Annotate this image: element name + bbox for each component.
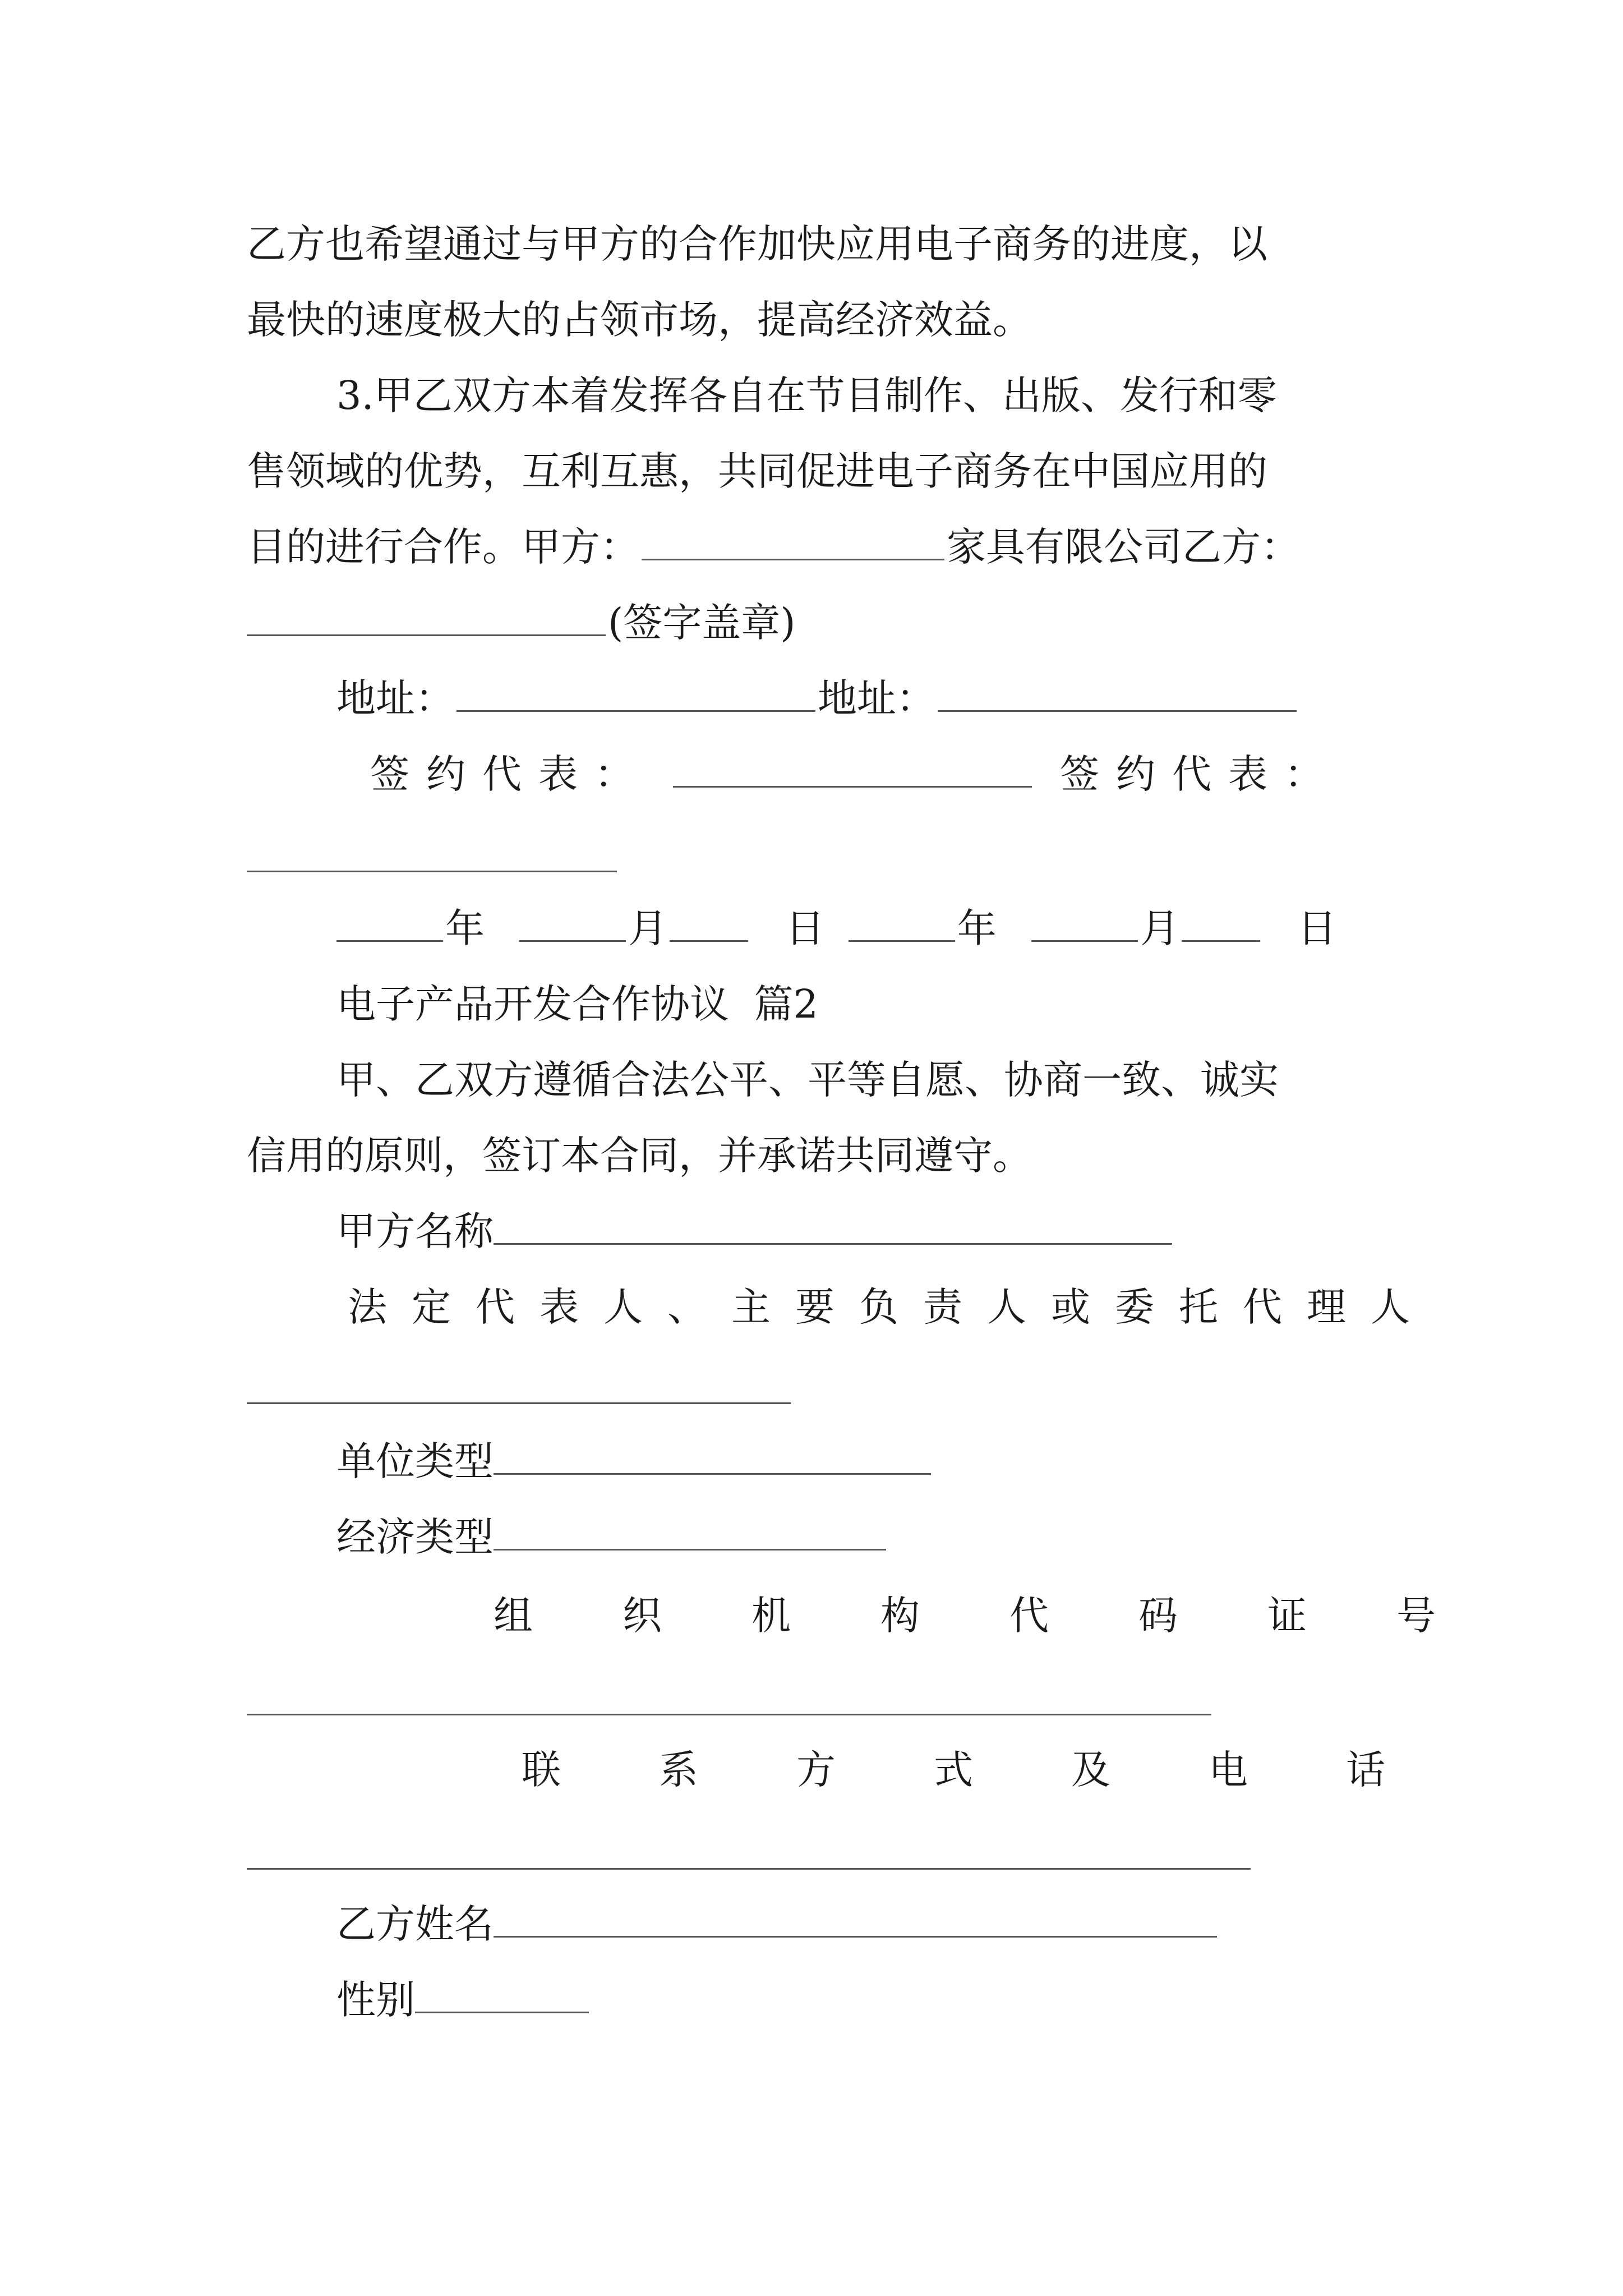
day-label-b: 日 xyxy=(1297,905,1337,951)
signature-line xyxy=(247,586,1391,659)
field-label: 乙方姓名 xyxy=(336,1901,494,1947)
field-label: 联系方式及电话 xyxy=(522,1747,1483,1793)
paragraph-line xyxy=(336,359,1391,432)
address-line xyxy=(336,662,1391,735)
party-a-blank xyxy=(642,526,944,560)
paragraph-line xyxy=(247,1119,1391,1192)
text: 甲、乙双方遵循合法公平、平等自愿、协商一致、诚实 xyxy=(336,1057,1279,1103)
field-label: 性别 xyxy=(336,1977,415,2023)
legal-rep-blank xyxy=(247,1402,791,1404)
text: 3.甲乙双方本着发挥各自在节目制作、出版、发行和零 xyxy=(336,372,1277,418)
field-economic-type xyxy=(336,1501,1391,1573)
address-label-a: 地址： xyxy=(336,675,454,721)
field-gender xyxy=(336,1963,1391,2036)
paragraph-line xyxy=(247,283,1391,356)
field-contact xyxy=(522,1733,1483,1806)
month-label-a: 月 xyxy=(628,905,668,951)
month-blank-a xyxy=(519,908,626,942)
day-blank-b xyxy=(1182,908,1260,942)
field-label: 法定代表人、主要负责人或委托代理人 xyxy=(348,1284,1435,1330)
address-blank-a xyxy=(457,678,815,712)
rep-blank-a xyxy=(673,753,1032,788)
party-a-line xyxy=(247,510,1391,583)
field-label: 单位类型 xyxy=(336,1438,494,1484)
text: (签字盖章) xyxy=(608,600,796,646)
text: 信用的原则，签订本合同，并承诺共同遵守。 xyxy=(247,1133,1032,1179)
heading-text: 电子产品开发合作协议 篇2 xyxy=(336,981,819,1027)
rep-blank-b xyxy=(247,871,617,872)
paragraph-line xyxy=(247,435,1391,508)
rep-label-a: 签约代表： xyxy=(370,751,651,797)
org-code-blank xyxy=(247,1714,1211,1715)
text: 家具有限公司乙方： xyxy=(947,524,1300,570)
field-label: 甲方名称 xyxy=(336,1208,494,1254)
field-unit-type xyxy=(336,1425,1391,1498)
field-label: 经济类型 xyxy=(336,1514,494,1560)
text: 乙方也希望通过与甲方的合作加快应用电子商务的进度，以 xyxy=(247,221,1267,267)
paragraph-line xyxy=(247,208,1391,280)
field-party-b-name xyxy=(336,1888,1391,1961)
field-blank xyxy=(415,1979,589,2013)
text: 售领域的优势，互利互惠，共同促进电子商务在中国应用的 xyxy=(247,448,1267,494)
day-blank-a xyxy=(670,908,748,942)
month-label-b: 月 xyxy=(1140,905,1180,951)
contact-blank xyxy=(247,1868,1251,1870)
year-blank-b xyxy=(849,908,955,942)
field-label: 组织机构代码证号 xyxy=(494,1593,1525,1639)
field-legal-representative xyxy=(348,1271,1435,1343)
field-org-code xyxy=(494,1579,1525,1652)
date-line xyxy=(336,892,1391,965)
field-blank xyxy=(494,1516,886,1550)
month-blank-b xyxy=(1031,908,1138,942)
text: 目的进行合作。甲方： xyxy=(247,524,639,570)
paragraph-line xyxy=(336,1043,1391,1116)
field-blank xyxy=(494,1903,1217,1938)
day-label-a: 日 xyxy=(785,905,825,951)
address-label-b: 地址： xyxy=(818,675,935,721)
field-blank xyxy=(494,1211,1172,1245)
year-label-a: 年 xyxy=(445,905,485,951)
representative-line xyxy=(336,738,1391,811)
rep-label-b: 签约代表： xyxy=(1060,751,1340,797)
address-blank-b xyxy=(938,678,1297,712)
party-b-blank xyxy=(247,602,606,636)
field-blank xyxy=(494,1441,931,1475)
year-label-b: 年 xyxy=(957,905,997,951)
section-heading xyxy=(336,968,1391,1041)
text: 最快的速度极大的占领市场，提高经济效益。 xyxy=(247,297,1032,343)
year-blank-a xyxy=(336,908,443,942)
field-party-a-name xyxy=(336,1195,1391,1268)
